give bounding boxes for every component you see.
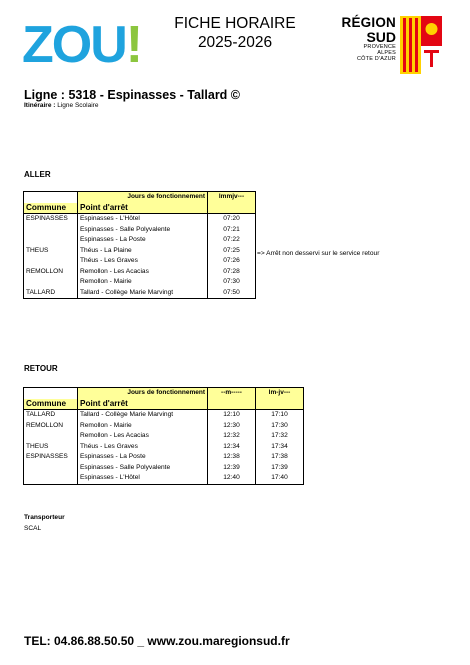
transporter-label: Transporteur xyxy=(24,514,65,521)
title-line-1: FICHE HORAIRE xyxy=(174,15,296,32)
retour-stop-cell: Remollon - Mairie xyxy=(78,421,208,432)
retour-time-cell: 17:32 xyxy=(256,431,304,442)
aller-stop-cell: Tallard - Collège Marie Marvingt xyxy=(78,288,208,299)
retour-section-label: RETOUR xyxy=(24,364,58,373)
retour-time-cell: 12:39 xyxy=(208,463,256,474)
retour-commune-cell xyxy=(24,463,78,474)
aller-column-header: lmmjv--- xyxy=(208,192,256,203)
retour-time-cell: 17:10 xyxy=(256,410,304,421)
retour-column-header-1: --m----- xyxy=(208,388,256,399)
retour-column-header-2: lm-jv--- xyxy=(256,388,304,399)
region-alpes: ALPES xyxy=(377,50,396,56)
retour-table-row xyxy=(24,431,304,442)
retour-table-row xyxy=(24,463,304,474)
aller-days-label: Jours de fonctionnement xyxy=(78,192,208,203)
aller-table-row xyxy=(24,267,256,278)
retour-stop-cell: Remollon - Les Acacias xyxy=(78,431,208,442)
aller-commune-cell xyxy=(24,225,78,236)
aller-commune-cell: REMOLLON xyxy=(24,267,78,278)
retour-time-cell: 12:34 xyxy=(208,442,256,453)
retour-table-row xyxy=(24,442,304,453)
aller-stop-cell: Théus - La Plaine xyxy=(78,246,208,257)
retour-commune-header: Commune xyxy=(24,399,78,410)
aller-table-row xyxy=(24,235,256,246)
retour-table-row xyxy=(24,410,304,421)
title-line-2: 2025-2026 xyxy=(197,34,273,51)
retour-days-row xyxy=(24,388,304,399)
retour-time-cell: 12:40 xyxy=(208,473,256,484)
aller-stop-header: Point d'arrêt xyxy=(78,203,208,214)
aller-days-row xyxy=(24,192,256,203)
aller-time-cell: 07:20 xyxy=(208,214,256,225)
aller-section-label: ALLER xyxy=(24,170,51,179)
aller-stop-cell: Remollon - Mairie xyxy=(78,277,208,288)
aller-rows xyxy=(24,214,256,299)
retour-commune-cell: TALLARD xyxy=(24,410,78,421)
region-crest-icon xyxy=(400,16,442,74)
retour-table-row xyxy=(24,473,304,484)
retour-time-cell: 12:32 xyxy=(208,431,256,442)
aller-stop-cell: Espinasses - La Poste xyxy=(78,235,208,246)
aller-commune-cell: THEUS xyxy=(24,246,78,257)
retour-commune-cell: ESPINASSES xyxy=(24,452,78,463)
aller-time-cell: 07:50 xyxy=(208,288,256,299)
retour-time-cell: 17:34 xyxy=(256,442,304,453)
aller-note: => Arrêt non desservi sur le service retour xyxy=(257,250,380,257)
region-logo-text xyxy=(330,16,396,62)
zou-logo xyxy=(22,18,150,66)
retour-time-cell: 12:38 xyxy=(208,452,256,463)
region-sud-logo xyxy=(330,16,442,76)
retour-rows xyxy=(24,410,304,485)
retour-time-cell: 17:39 xyxy=(256,463,304,474)
retour-commune-cell: REMOLLON xyxy=(24,421,78,432)
retour-stop-cell: Espinasses - L'Hôtel xyxy=(78,473,208,484)
aller-stop-cell: Espinasses - Salle Polyvalente xyxy=(78,225,208,236)
retour-header-row xyxy=(24,399,304,410)
retour-commune-cell: THEUS xyxy=(24,442,78,453)
aller-stop-cell: Théus - Les Graves xyxy=(78,256,208,267)
footer-contact: TEL: 04.86.88.50.50 _ www.zou.maregionsud.fr xyxy=(24,634,290,648)
aller-time-cell: 07:28 xyxy=(208,267,256,278)
aller-timetable xyxy=(23,191,256,299)
aller-time-cell: 07:21 xyxy=(208,225,256,236)
itinerary-label: Itinéraire : xyxy=(24,102,56,109)
retour-stop-cell: Tallard - Collège Marie Marvingt xyxy=(78,410,208,421)
zou-logo-text: ZOU! xyxy=(22,18,142,66)
retour-stop-cell: Espinasses - La Poste xyxy=(78,452,208,463)
aller-commune-cell xyxy=(24,277,78,288)
retour-stop-cell: Espinasses - Salle Polyvalente xyxy=(78,463,208,474)
retour-days-label: Jours de fonctionnement xyxy=(78,388,208,399)
aller-commune-cell xyxy=(24,235,78,246)
line-title: Ligne : 5318 - Espinasses - Tallard © xyxy=(24,88,240,102)
aller-table-row xyxy=(24,214,256,225)
aller-stop-cell: Espinasses - L'Hôtel xyxy=(78,214,208,225)
sud-word: SUD xyxy=(366,29,396,45)
aller-time-cell: 07:25 xyxy=(208,246,256,257)
retour-table-row xyxy=(24,452,304,463)
aller-time-cell: 07:22 xyxy=(208,235,256,246)
itinerary xyxy=(24,102,98,109)
retour-time-cell: 12:30 xyxy=(208,421,256,432)
region-cote-azur: CÔTE D'AZUR xyxy=(356,56,396,62)
aller-table-row xyxy=(24,288,256,299)
aller-stop-cell: Remollon - Les Acacias xyxy=(78,267,208,278)
aller-commune-cell xyxy=(24,256,78,267)
retour-time-cell: 17:30 xyxy=(256,421,304,432)
aller-table-row xyxy=(24,256,256,267)
aller-time-cell: 07:30 xyxy=(208,277,256,288)
aller-commune-header: Commune xyxy=(24,203,78,214)
retour-table-row xyxy=(24,421,304,432)
retour-commune-cell xyxy=(24,473,78,484)
transporter-name: SCAL xyxy=(24,525,42,532)
aller-commune-cell: TALLARD xyxy=(24,288,78,299)
aller-table-row xyxy=(24,277,256,288)
retour-commune-cell xyxy=(24,431,78,442)
region-provence: PROVENCE xyxy=(363,44,396,50)
retour-stop-cell: Théus - Les Graves xyxy=(78,442,208,453)
aller-table-row xyxy=(24,225,256,236)
itinerary-value: Ligne Scolaire xyxy=(57,102,99,109)
retour-time-cell: 17:38 xyxy=(256,452,304,463)
aller-table-row xyxy=(24,246,256,257)
aller-time-cell: 07:26 xyxy=(208,256,256,267)
aller-commune-cell: ESPINASSES xyxy=(24,214,78,225)
retour-stop-header: Point d'arrêt xyxy=(78,399,208,410)
retour-time-cell: 12:10 xyxy=(208,410,256,421)
aller-header-row xyxy=(24,203,256,214)
document-title xyxy=(160,14,310,52)
retour-time-cell: 17:40 xyxy=(256,473,304,484)
retour-timetable xyxy=(23,387,304,485)
region-word: RÉGION xyxy=(341,15,396,30)
